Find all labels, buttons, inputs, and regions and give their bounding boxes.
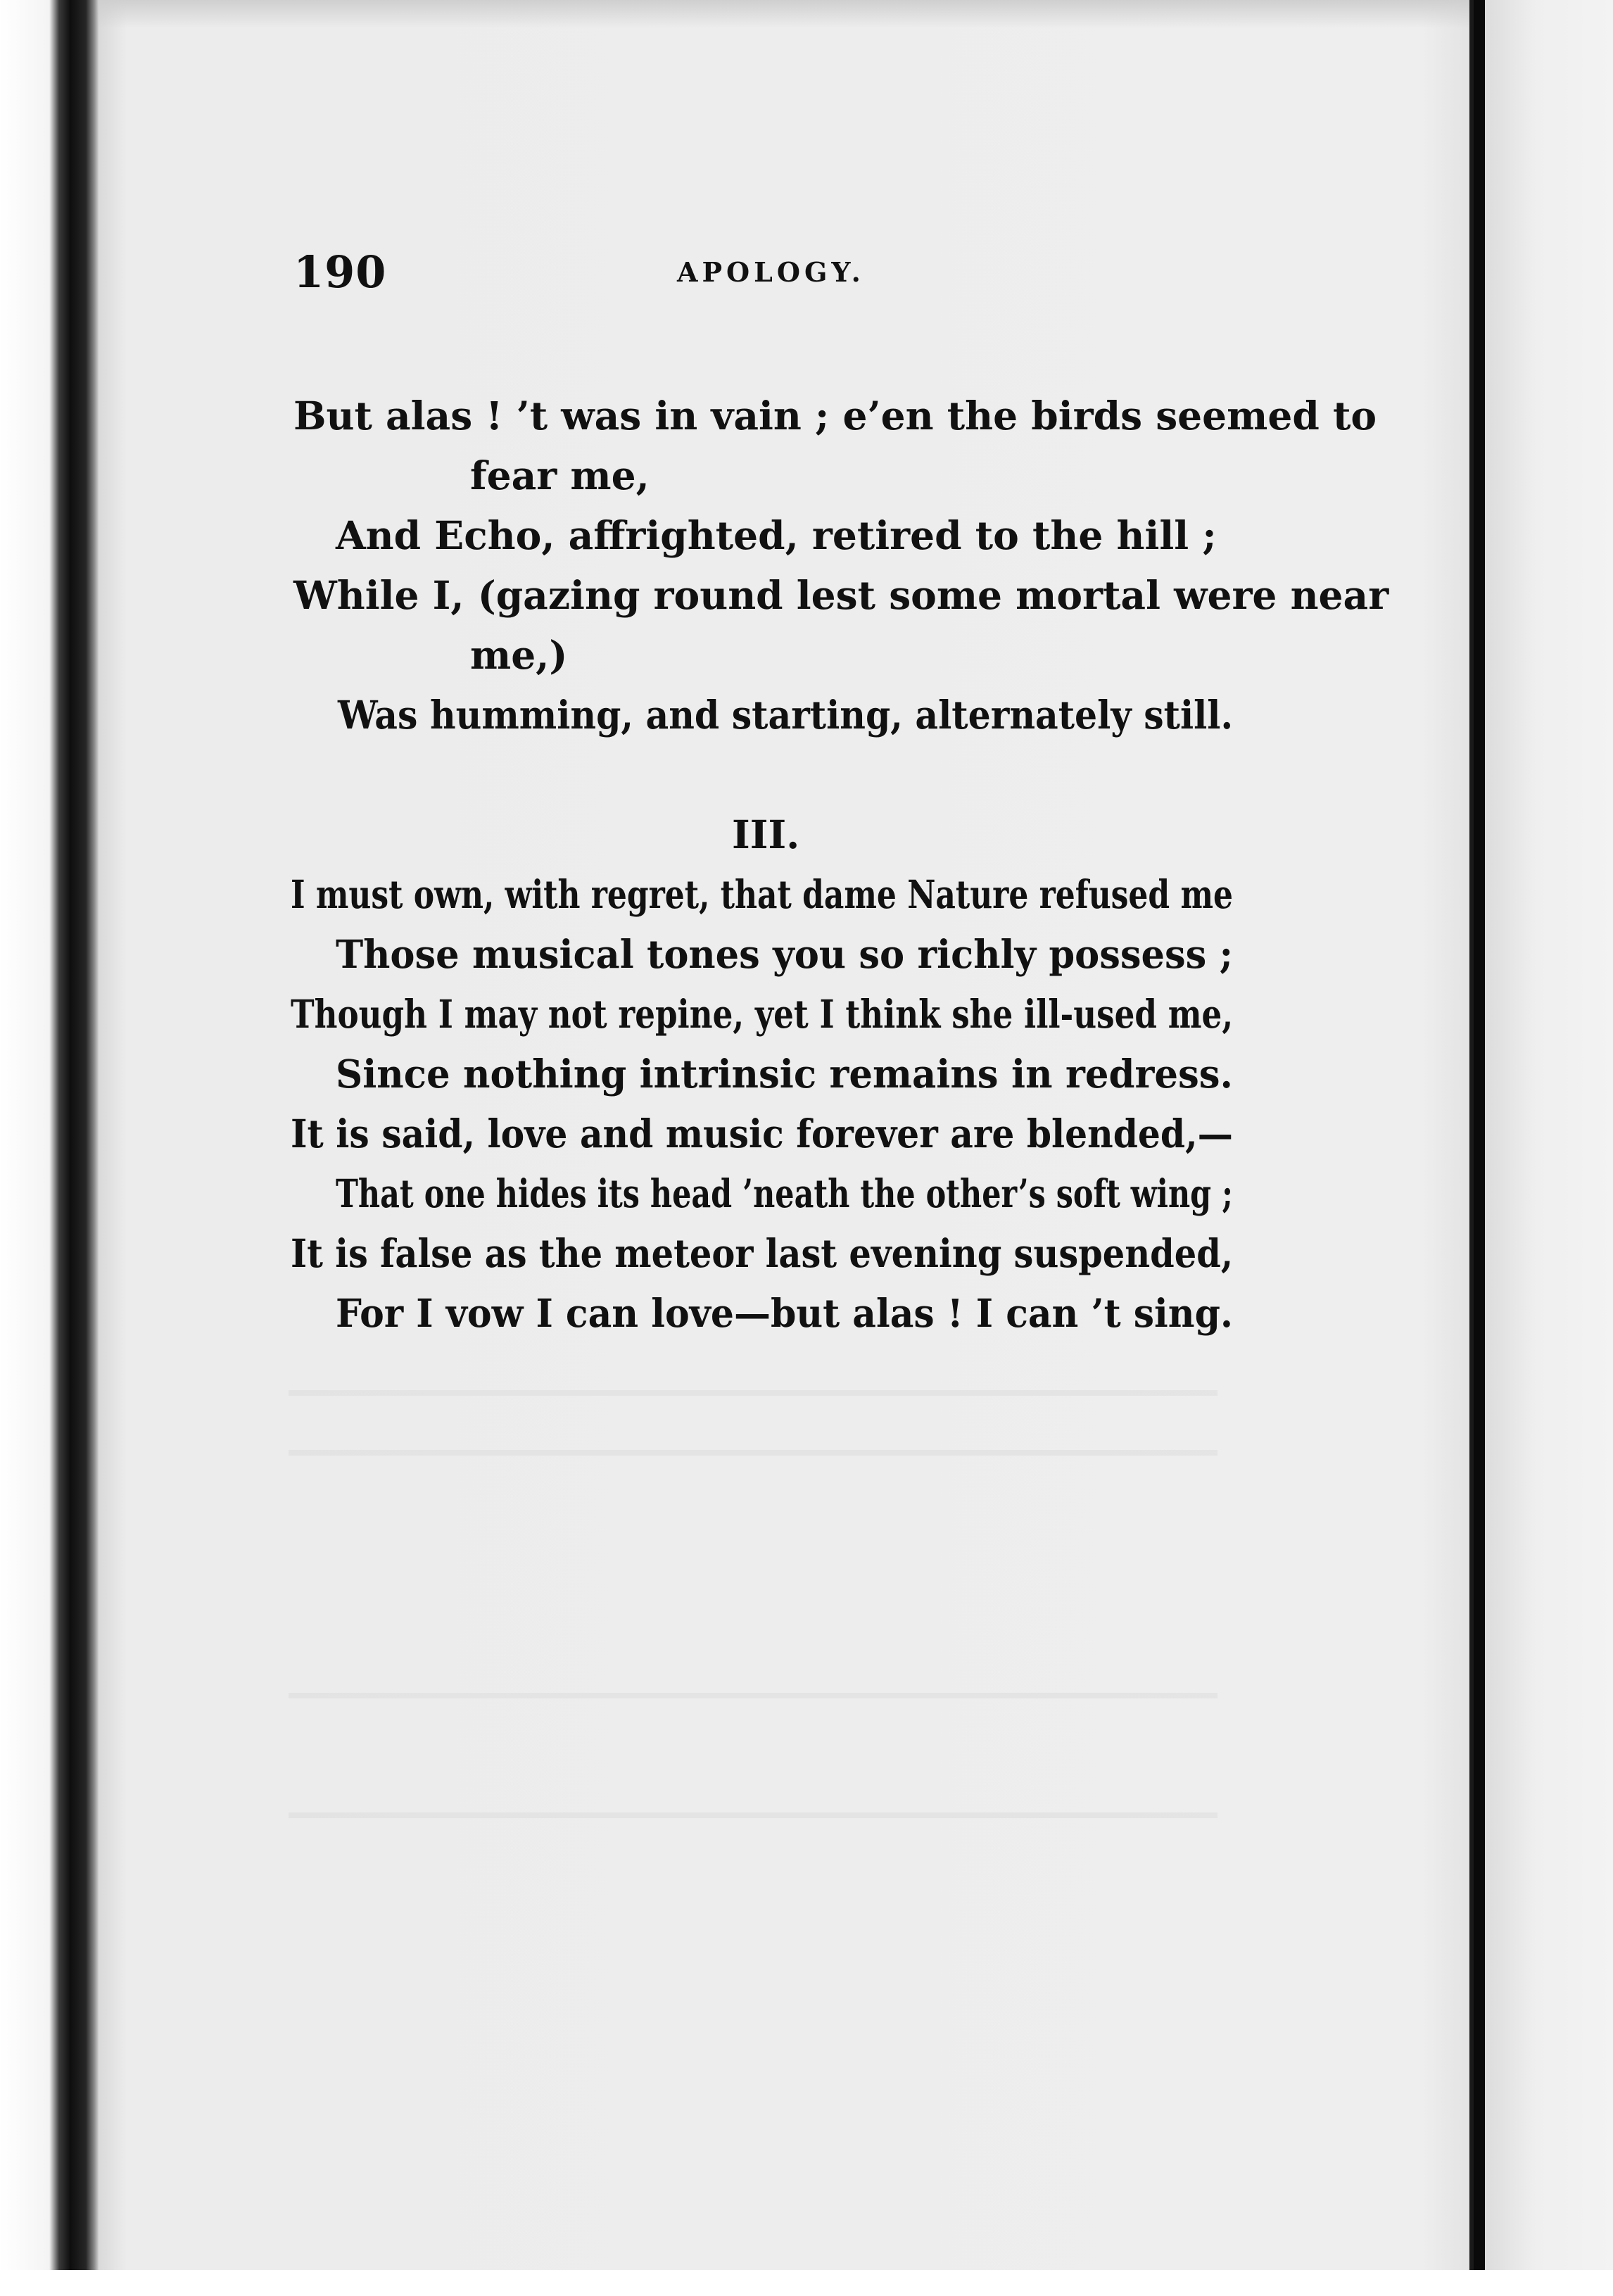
book-gutter-left <box>0 0 99 2296</box>
facing-page-edge <box>1485 0 1613 2296</box>
poem-line <box>293 572 1389 618</box>
poem-line: Since nothing intrinsic remains in redress. <box>336 1051 1233 1097</box>
running-title: APOLOGY. <box>677 256 865 288</box>
stanza-number: III. <box>732 812 800 857</box>
poem-line-text: While I, (gazing round lest some mortal were near <box>293 572 1389 618</box>
scan-bottom-margin <box>0 2270 1613 2296</box>
poem-line: me,) <box>470 632 568 678</box>
book-gutter-right <box>1474 0 1485 2296</box>
show-through-mark <box>289 1390 1217 1396</box>
show-through-mark <box>289 1812 1217 1818</box>
show-through-mark <box>289 1693 1217 1698</box>
poem-line: Though I may not repine, yet I think she ill-used me, <box>291 991 1234 1037</box>
poem-line: It is false as the meteor last evening suspended, <box>291 1230 1234 1276</box>
page-number: 190 <box>293 246 387 298</box>
poem-line: It is said, love and music forever are blended,— <box>291 1111 1233 1156</box>
poem-line: That one hides its head ’neath the other’s soft wing ; <box>336 1171 1233 1216</box>
running-head <box>293 246 1229 303</box>
poem-line: I must own, with regret, that dame Nature refused me <box>291 871 1233 917</box>
poem-line-text: But alas ! ’t was in vain ; e’en the birds seemed to <box>293 393 1377 439</box>
poem-line: Those musical tones you so richly possess ; <box>336 931 1234 977</box>
page-top-shadow <box>99 0 1469 28</box>
poem-line <box>293 393 1377 439</box>
poem-line: Was humming, and starting, alternately still. <box>338 692 1234 738</box>
poem-line: And Echo, affrighted, retired to the hill ; <box>336 512 1217 558</box>
poem-line: For I vow I can love—but alas ! I can ’t sing. <box>336 1290 1234 1336</box>
show-through-mark <box>289 1450 1217 1456</box>
poem-line: fear me, <box>470 453 650 498</box>
